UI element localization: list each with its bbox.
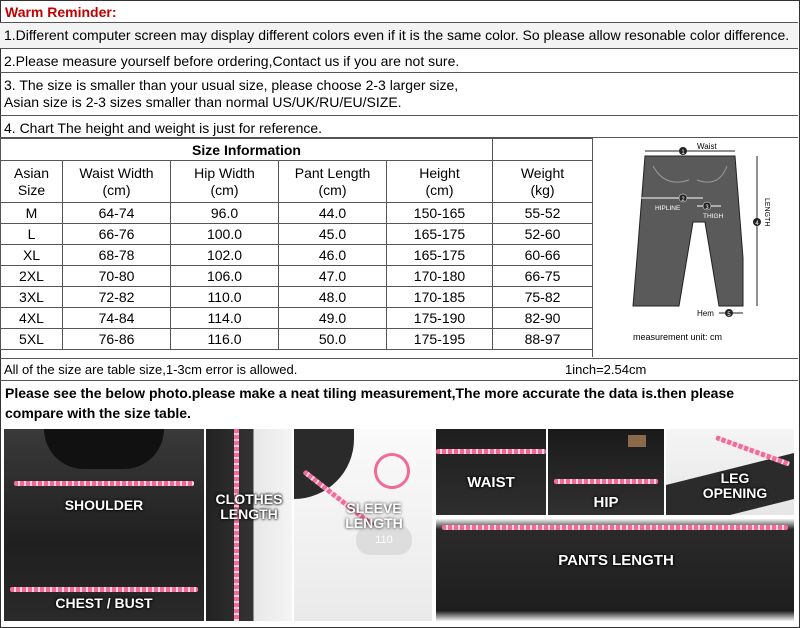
size-row <box>1 329 593 350</box>
footnote-inch: 1inch=2.54cm <box>565 362 647 377</box>
header-asian-size: Asian Size <box>1 161 63 203</box>
marker-4-label: 4 <box>755 221 759 227</box>
size-table-title: Size Information <box>1 139 493 161</box>
cell-hip-width: 110.0 <box>171 287 279 308</box>
cell-weight: 82-90 <box>493 308 593 329</box>
cell-waist-width: 74-84 <box>63 308 171 329</box>
cell-weight: 52-60 <box>493 224 593 245</box>
header-weight: Weight (kg) <box>493 161 593 203</box>
note-3-line-2: Asian size is 2-3 sizes smaller than normal US/UK/RU/EU/SIZE. <box>4 94 402 110</box>
size-row <box>1 266 593 287</box>
warm-reminder-title: Warm Reminder: <box>5 4 117 20</box>
thigh-label: THIGH <box>703 213 724 220</box>
cell-weight: 60-66 <box>493 245 593 266</box>
size-row <box>1 224 593 245</box>
header-waist-width: Waist Width (cm) <box>63 161 171 203</box>
cell-height: 150-165 <box>387 203 493 224</box>
hip-photo <box>548 429 664 515</box>
leg-opening-label: LEG OPENING <box>702 470 768 501</box>
tape-coil <box>374 453 410 489</box>
leg-opening-photo <box>666 429 794 515</box>
cell-height: 165-175 <box>387 224 493 245</box>
cell-weight: 75-82 <box>493 287 593 308</box>
marker-1-label: 1 <box>681 150 685 156</box>
sleeve-length-photo <box>294 429 432 621</box>
cell-size: L <box>1 224 63 245</box>
cell-size: 3XL <box>1 287 63 308</box>
collar-shape <box>44 429 164 469</box>
clothes-length-tape <box>234 429 239 621</box>
cell-waist-width: 72-82 <box>63 287 171 308</box>
cell-pant-length: 50.0 <box>279 329 387 350</box>
tape-number: 110 <box>356 525 412 555</box>
pants-diagram-svg <box>593 138 799 357</box>
cell-weight: 66-75 <box>493 266 593 287</box>
pants-length-photo <box>436 519 794 621</box>
pants-length-tape <box>442 525 788 530</box>
note-4: 4. Chart The height and weight is just for reference. <box>4 120 323 136</box>
cell-weight: 55-52 <box>493 203 593 224</box>
waist-photo <box>436 429 546 515</box>
cell-size: 4XL <box>1 308 63 329</box>
cell-pant-length: 47.0 <box>279 266 387 287</box>
marker-2-label: 2 <box>681 197 685 203</box>
note-row-4 <box>0 116 798 138</box>
header-hip-width: Hip Width (cm) <box>171 161 279 203</box>
note-3-line-1: 3. The size is smaller than your usual size, please choose 2-3 larger size, <box>4 77 459 93</box>
hipline-label: HIPLINE <box>655 205 681 212</box>
cell-waist-width: 64-74 <box>63 203 171 224</box>
warm-reminder-row <box>0 0 798 23</box>
header-height: Height (cm) <box>387 161 493 203</box>
note-1: 1.Different computer screen may display different colors even if it is the same color. So please allow resonable color difference. <box>4 27 790 43</box>
cell-size: 5XL <box>1 329 63 350</box>
cell-pant-length: 49.0 <box>279 308 387 329</box>
back-patch <box>628 435 646 447</box>
note-row-2 <box>0 49 798 73</box>
cell-waist-width: 66-76 <box>63 224 171 245</box>
marker-3-label: 3 <box>705 205 709 211</box>
clothes-length-photo <box>206 429 292 621</box>
cell-hip-width: 96.0 <box>171 203 279 224</box>
clothes-length-label: CLOTHES LENGTH <box>215 491 283 522</box>
cell-hip-width: 114.0 <box>171 308 279 329</box>
measurement-unit-label: measurement unit: cm <box>633 332 723 342</box>
size-row <box>1 287 593 308</box>
chest-tape <box>10 587 198 592</box>
footnote-error: All of the size are table size,1-3cm error is allowed. <box>4 362 298 377</box>
cell-pant-length: 44.0 <box>279 203 387 224</box>
cell-size: M <box>1 203 63 224</box>
cell-height: 175-195 <box>387 329 493 350</box>
cell-weight: 88-97 <box>493 329 593 350</box>
measurement-photos <box>0 425 798 625</box>
cell-size: 2XL <box>1 266 63 287</box>
shoulder-chest-photo <box>4 429 204 621</box>
cell-hip-width: 116.0 <box>171 329 279 350</box>
waist-label: Waist <box>697 142 717 151</box>
note-row-1 <box>0 23 798 49</box>
hip-tape <box>554 479 658 484</box>
shoulder-tape <box>14 481 194 486</box>
leg-opening-tape <box>715 435 790 466</box>
cell-waist-width: 68-78 <box>63 245 171 266</box>
length-label: LENGTH <box>763 198 770 227</box>
waist-tape <box>436 449 546 454</box>
cell-height: 170-185 <box>387 287 493 308</box>
cell-pant-length: 46.0 <box>279 245 387 266</box>
pants-silhouette <box>633 156 743 306</box>
cell-pant-length: 45.0 <box>279 224 387 245</box>
pants-measurement-diagram <box>592 138 799 357</box>
sleeve-length-label: SLEEVE LENGTH <box>345 500 403 531</box>
cell-height: 175-190 <box>387 308 493 329</box>
size-table-header <box>1 161 593 203</box>
cell-size: XL <box>1 245 63 266</box>
cell-height: 170-180 <box>387 266 493 287</box>
note-row-3 <box>0 73 798 116</box>
size-footnote-row <box>0 358 798 381</box>
shoulder-label: SHOULDER <box>64 497 144 513</box>
hem-label: Hem <box>697 309 714 318</box>
cell-pant-length: 48.0 <box>279 287 387 308</box>
marker-5-label: 5 <box>727 312 731 318</box>
note-2: 2.Please measure yourself before ordering,Contact us if you are not sure. <box>4 53 460 69</box>
cell-waist-width: 76-86 <box>63 329 171 350</box>
pants-length-label: PANTS LENGTH <box>558 552 674 569</box>
title-spacer-cell <box>493 139 593 161</box>
cell-hip-width: 100.0 <box>171 224 279 245</box>
cell-hip-width: 102.0 <box>171 245 279 266</box>
header-pant-length: Pant Length (cm) <box>279 161 387 203</box>
size-table <box>0 138 593 350</box>
size-row <box>1 245 593 266</box>
cell-waist-width: 70-80 <box>63 266 171 287</box>
note-3 <box>4 77 458 111</box>
measurement-instruction: Please see the below photo.please make a neat tiling measurement,The more accurate the data is.then please compare with the size table. <box>5 385 735 421</box>
hip-label: HIP <box>593 494 619 511</box>
cell-hip-width: 106.0 <box>171 266 279 287</box>
size-row <box>1 203 593 224</box>
waist-label: WAIST <box>467 474 515 491</box>
chest-label: CHEST / BUST <box>55 595 153 611</box>
size-row <box>1 308 593 329</box>
cell-height: 165-175 <box>387 245 493 266</box>
